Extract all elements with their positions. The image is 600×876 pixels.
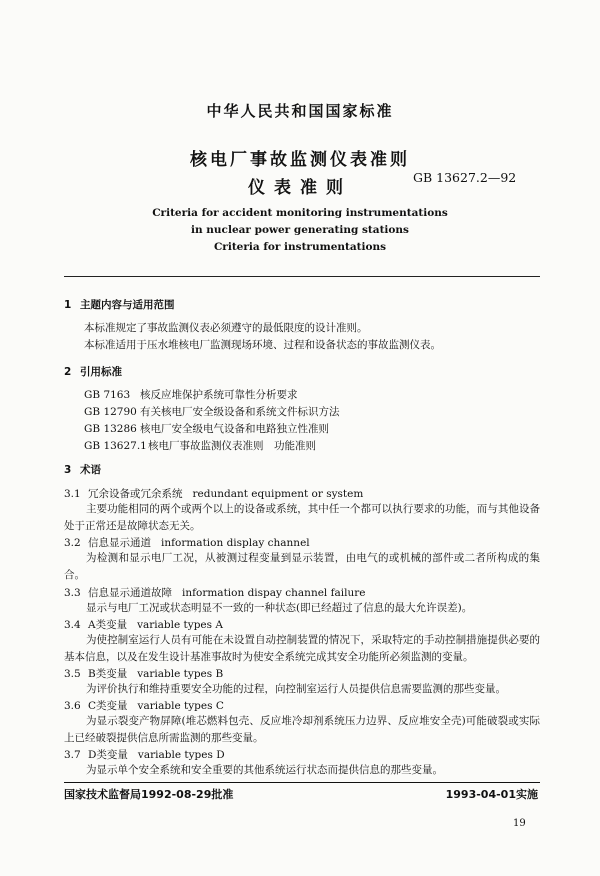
section-3-number: 3 [64,464,72,476]
reference-title: 有关核电厂安全级设备和系统文件标识方法 [140,406,340,418]
term-number: 3.5 [64,668,81,680]
term-definition: 为显示单个安全系统和安全重要的其他系统运行状态而提供信息的那些变量。 [86,764,443,776]
reference-code: GB 13286 [84,423,137,435]
term-english: variable types D [137,749,225,761]
section-1-number: 1 [64,299,72,311]
term-number: 3.4 [64,619,81,631]
term-chinese: C类变量 [88,700,128,712]
term-heading [64,617,223,632]
term-heading [64,747,225,762]
term-definition: 为使控制室运行人员有可能在未设置自动控制装置的情况下，采取特定的手动控制措施提供必要的基本信息，以及在发生设计基准事故时为使安全系统完成其安全功能所必须监测的变量。 [64,634,540,663]
term-definition: 为评价执行和维持重要安全功能的过程，向控制室运行人员提供信息需要监测的那些变量。 [86,683,506,695]
term-definition: 为显示裂变产物屏障(堆芯燃料包壳、反应堆冷却剂系统压力边界、反应堆安全壳)可能破裂或实际上已经破裂提供信息所需监测的那些变量。 [64,715,540,744]
section-2-title: 引用标准 [80,366,122,378]
reference-code: GB 7163 [84,389,131,401]
term-number: 3.6 [64,700,81,712]
national-standard-label: 中华人民共和国国家标准 [206,102,394,120]
header-divider [64,276,540,277]
term-english: variable types C [137,700,224,712]
term-heading [64,698,224,713]
reference-code: GB 13627.1 [84,440,147,452]
term-english: information dispay channel failure [182,587,366,599]
section-1-heading [64,297,175,312]
term-chinese: A类变量 [88,619,128,631]
reference-item [84,438,316,453]
section-2-number: 2 [64,366,72,378]
reference-code: GB 12790 [84,406,137,418]
reference-title: 核电厂事故监测仪表准则 功能准则 [148,440,316,452]
term-number: 3.2 [64,537,81,549]
effective-date: 1993-04-01实施 [445,788,538,801]
reference-title: 核反应堆保护系统可靠性分析要求 [140,389,298,401]
term-english: variable types B [137,668,224,680]
term-number: 3.1 [64,488,81,500]
term-english: information display channel [161,537,310,549]
section-2-heading [64,364,122,379]
section-3-heading [64,462,101,477]
term-chinese: 信息显示通道 [88,537,151,549]
term-english: variable types A [137,619,223,631]
term-chinese: 信息显示通道故障 [88,587,172,599]
term-number: 3.7 [64,749,81,761]
term-number: 3.3 [64,587,81,599]
term-english: redundant equipment or system [192,488,364,500]
term-heading [64,535,310,550]
english-title-line-3: Criteria for instrumentations [213,241,387,253]
standard-code: GB 13627.2—92 [413,170,517,185]
section-1-title: 主题内容与适用范围 [80,299,175,311]
term-definition: 显示与电厂工况或状态明显不一致的一种状态(即已经超过了信息的最大允许误差)。 [86,602,473,614]
reference-item [84,404,340,419]
term-definition: 主要功能相同的两个或两个以上的设备或系统，其中任一个都可以执行要求的功能，而与其他设备处于正常还是故障状态无关。 [64,503,540,532]
section-1-paragraph-2: 本标准适用于压水堆核电厂监测现场环境、过程和设备状态的事故监测仪表。 [84,339,441,351]
term-heading [64,486,363,501]
document-title-line-1: 核电厂事故监测仪表准则 [190,150,410,170]
section-3-title: 术语 [80,464,101,476]
term-chinese: 冗余设备或冗余系统 [88,488,183,500]
reference-item [84,421,329,436]
term-chinese: D类变量 [88,749,128,761]
english-title-line-1: Criteria for accident monitoring instrumentations [152,207,448,219]
reference-item [84,387,298,402]
document-title-line-2: 仪表准则 [248,178,352,198]
english-title-line-2: in nuclear power generating stations [191,224,409,236]
term-heading [64,666,223,681]
approval-statement: 国家技术监督局1992-08-29批准 [64,788,234,801]
section-1-paragraph-1: 本标准规定了事故监测仪表必须遵守的最低限度的设计准则。 [84,322,368,334]
term-chinese: B类变量 [88,668,128,680]
footer-divider [64,782,540,783]
term-definition: 为检测和显示电厂工况，从被测过程变量到显示装置，由电气的或机械的部件或二者所构成的集合。 [64,552,540,581]
reference-title: 核电厂安全级电气设备和电路独立性准则 [140,423,329,435]
page-number: 19 [513,818,526,829]
term-heading [64,585,365,600]
